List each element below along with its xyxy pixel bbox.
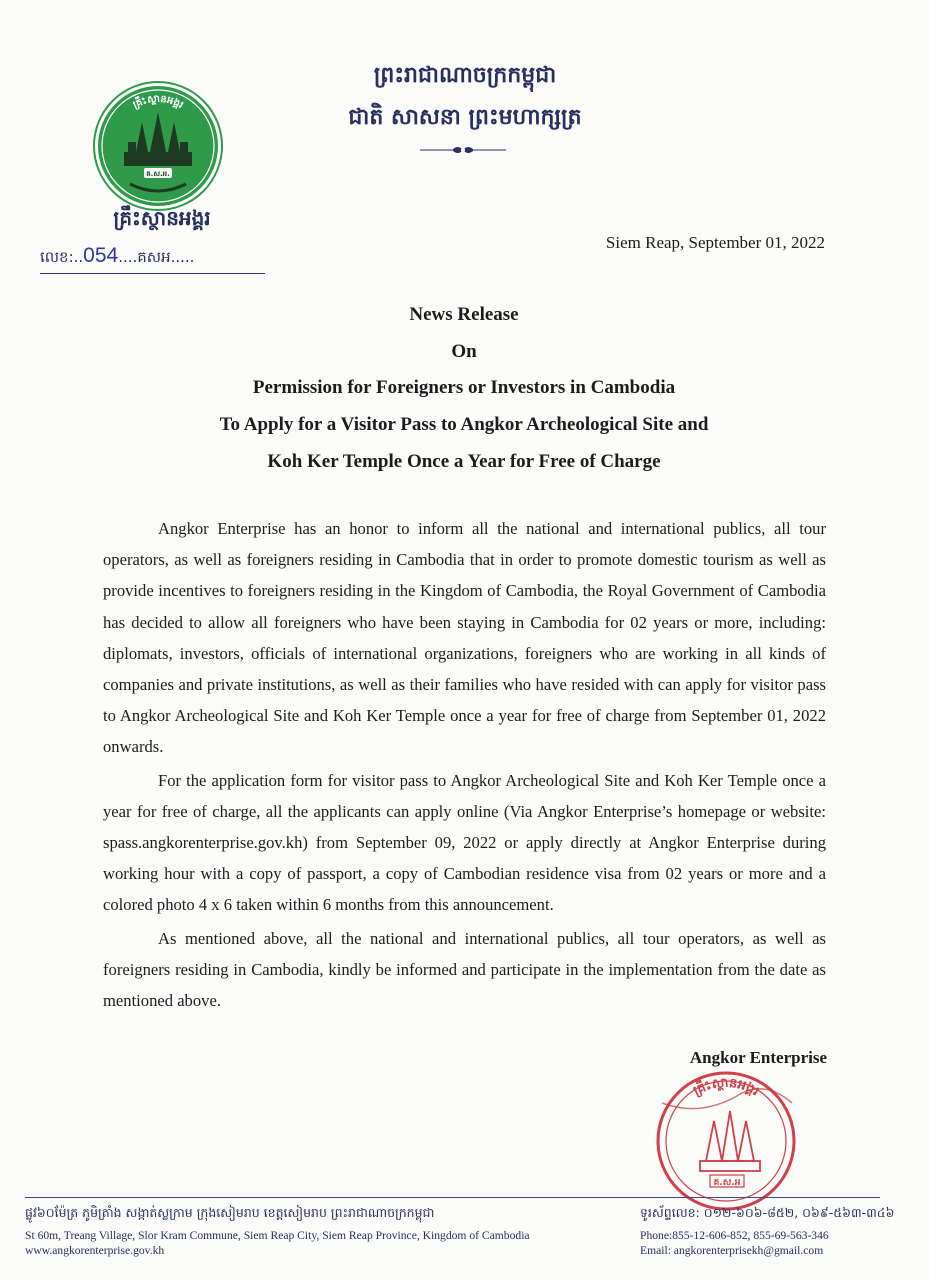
signer-name: Angkor Enterprise (689, 1048, 827, 1067)
reference-number-line (40, 244, 270, 270)
body-paragraph-1: Angkor Enterprise has an honor to inform all the national and international publics, all tour operators, as well as foreigners residing in Cambodia that in order to promote domestic tourism as well as provide incentives to foreigners residing in the Kingdom of Cambodia, the Royal Government of Cambodia has decided to allow all foreigners who have been staying in Cambodia for 02 years or more, including: diplomats, investors, officials of international organizations, foreigners who are working in all kinds of companies and private institutions, as well as their families who have resided with can apply for visitor pass to Angkor Archeological Site and Koh Ker Temple once a year for free of charge from September 01, 2022 onwards. (103, 519, 826, 757)
ref-prefix: លេខ:.. (40, 248, 84, 266)
ref-number: 054 (83, 244, 119, 267)
body-paragraph-3: As mentioned above, all the national and international publics, all tour operators, as well as foreigners residing in Cambodia, kindly be informed and participate in the implementation from the date as mentioned above. (103, 928, 826, 1011)
title-line-5: Koh Ker Temple Once a Year for Free of Charge (267, 451, 661, 472)
footer-rule (25, 1197, 880, 1198)
kingdom-heading (300, 55, 630, 139)
angkor-enterprise-logo (92, 80, 224, 212)
ornament-divider-icon (418, 142, 508, 158)
title-news-release: News Release (409, 304, 519, 325)
title-on: On (451, 341, 477, 362)
ref-suffix: ....គសអ..... (118, 248, 195, 266)
footer-email: Email: angkorenterprisekh@gmail.com (640, 1244, 824, 1257)
place-date: Siem Reap, September 01, 2022 (605, 233, 825, 252)
svg-text:គ្រឹះស្ថានអង្គរ: គ្រឹះស្ថានអង្គរ (131, 93, 186, 112)
footer-phone: Phone:855-12-606-852, 855-69-563-346 (640, 1229, 829, 1242)
body-paragraph-2: For the application form for visitor pass to Angkor Archeological Site and Koh Ker Temple once a year for free of charge, all the applicants can apply online (Via Angkor Enterprise’s homepage or website: spass.angkorenterprise.gov.kh) from September 09, 2022 or apply directly at Angkor Enterprise during working hour with a copy of passport, a copy of Cambodian residence visa from 02 years or more and a colored photo 4 x 6 taken within 6 months from this announcement. (103, 770, 826, 915)
svg-text:គ.ស.អ: គ.ស.អ (713, 1178, 741, 1188)
footer-website: www.angkorenterprise.gov.kh (25, 1244, 165, 1257)
official-seal-stamp (642, 1063, 810, 1213)
svg-text:គ្រឹះស្ថានអង្គរ: គ្រឹះស្ថានអង្គរ (691, 1075, 762, 1100)
footer-phone-khmer: ទូរស័ព្ទលេខ: ០១២-៦០៦-៨៥២, ០៦៩-៥៦៣-៣៤៦ (640, 1205, 895, 1220)
title-line-3: Permission for Foreigners or Investors in Cambodia (252, 377, 676, 398)
svg-text:គ.ស.អ.: គ.ស.អ. (146, 170, 170, 178)
footer-address-khmer: ផ្លូវ៦០ម៉ែត្រ ភូមិត្រាំង សង្កាត់ស្លក្រាម ក្រុងសៀមរាប ខេត្តសៀមរាប ព្រះរាជាណាចក្រកម្ពុជា (25, 1205, 435, 1220)
ref-underline (40, 273, 265, 274)
body-text (103, 513, 826, 1016)
footer-address: St 60m, Treang Village, Slor Kram Commune, Siem Reap City, Siem Reap Province, Kingdom of Cambodia (25, 1229, 530, 1242)
title-line-4: To Apply for a Visitor Pass to Angkor Archeological Site and (219, 414, 709, 435)
org-name-khmer: គ្រឹះស្ថានអង្គរ (113, 206, 211, 230)
kingdom-line-2: ជាតិ សាសនា ព្រះមហាក្សត្រ (348, 105, 582, 130)
kingdom-line-1: ព្រះរាជាណាចក្រកម្ពុជា (373, 63, 557, 88)
